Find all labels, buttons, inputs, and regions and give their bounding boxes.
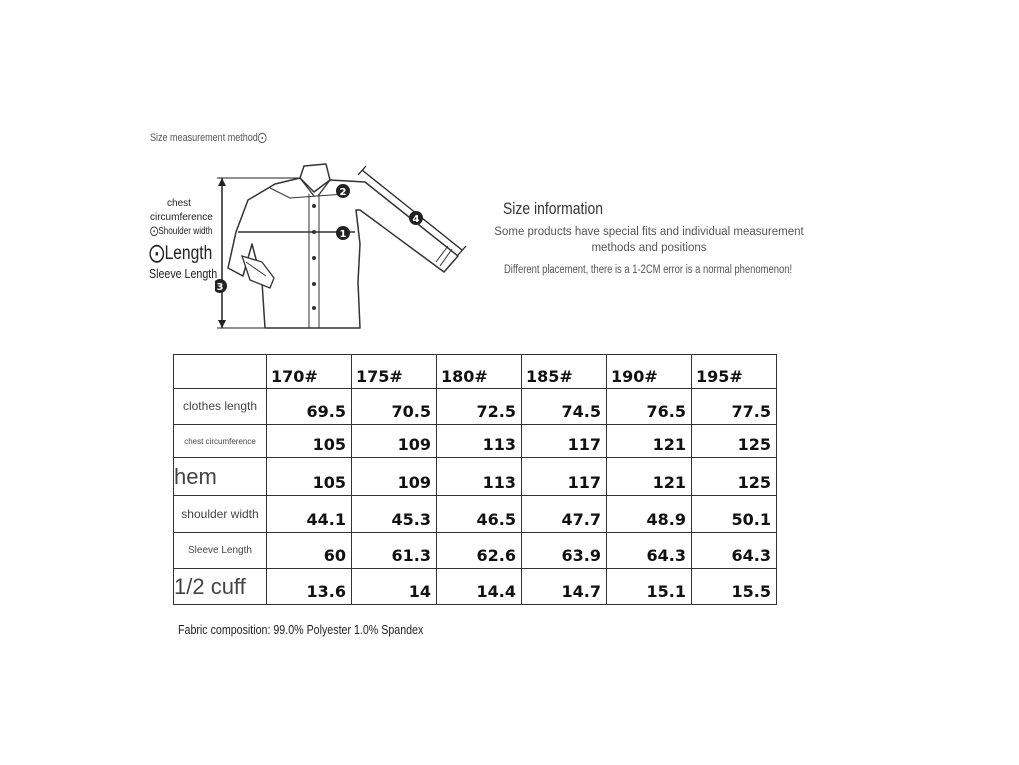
row-label: shoulder width [174, 496, 267, 533]
table-cell: 15.1 [607, 569, 692, 605]
table-cell: 113 [437, 425, 522, 458]
sleeve-length-label: Sleeve Length [149, 266, 218, 281]
fabric-composition: Fabric composition: 99.0% Polyester 1.0% Spandex [178, 622, 424, 637]
table-cell: 14 [352, 569, 437, 605]
table-cell: 69.5 [267, 389, 352, 425]
table-cell: 47.7 [522, 496, 607, 533]
marker-2 [336, 184, 350, 198]
shirt-diagram [215, 160, 470, 335]
table-cell: 15.5 [692, 569, 777, 605]
marker-1 [336, 226, 350, 240]
table-cell: 125 [692, 425, 777, 458]
table-cell: 64.3 [692, 533, 777, 569]
table-row [174, 533, 777, 569]
measurement-error-note: Different placement, there is a 1-2CM error is a normal phenomenon! [504, 264, 793, 276]
table-cell: 50.1 [692, 496, 777, 533]
size-chart-table [173, 354, 777, 605]
table-row [174, 458, 777, 496]
table-cell: 48.9 [607, 496, 692, 533]
size-header: 195# [692, 355, 777, 389]
table-cell: 109 [352, 425, 437, 458]
table-cell: 14.4 [437, 569, 522, 605]
table-cell: 72.5 [437, 389, 522, 425]
table-cell: 77.5 [692, 389, 777, 425]
size-information-description: Some products have special fits and individual measurement methods and positions [494, 226, 804, 254]
table-cell: 60 [267, 533, 352, 569]
table-row [174, 389, 777, 425]
measurement-method-title: Size measurement method⨀ [150, 132, 267, 144]
table-row [174, 425, 777, 458]
table-cell: 44.1 [267, 496, 352, 533]
row-label: clothes length [174, 389, 267, 425]
table-cell: 46.5 [437, 496, 522, 533]
table-cell: 45.3 [352, 496, 437, 533]
row-label: chest circumference [174, 425, 267, 458]
marker-3 [215, 279, 227, 293]
table-cell: 121 [607, 425, 692, 458]
table-cell: 63.9 [522, 533, 607, 569]
table-cell: 61.3 [352, 533, 437, 569]
svg-text:1: 1 [339, 229, 347, 240]
table-cell: 109 [352, 458, 437, 496]
marker-4 [409, 211, 423, 225]
size-header: 170# [267, 355, 352, 389]
size-header: 185# [522, 355, 607, 389]
size-header: 190# [607, 355, 692, 389]
table-cell: 117 [522, 425, 607, 458]
size-header: 175# [352, 355, 437, 389]
table-cell: 105 [267, 458, 352, 496]
table-cell: 64.3 [607, 533, 692, 569]
table-cell: 105 [267, 425, 352, 458]
table-cell: 113 [437, 458, 522, 496]
size-information-title: Size information [503, 199, 603, 218]
row-label: 1/2 cuff [174, 569, 267, 605]
table-cell: 125 [692, 458, 777, 496]
table-cell: 62.6 [437, 533, 522, 569]
row-label: hem [174, 458, 267, 496]
size-header-row [174, 355, 777, 389]
table-cell: 13.6 [267, 569, 352, 605]
table-row [174, 496, 777, 533]
svg-text:4: 4 [412, 214, 420, 225]
chest-circumference-label: chest circumference [150, 198, 213, 223]
table-cell: 74.5 [522, 389, 607, 425]
row-label: Sleeve Length [174, 533, 267, 569]
table-row [174, 569, 777, 605]
table-cell: 121 [607, 458, 692, 496]
size-header: 180# [437, 355, 522, 389]
table-cell: 76.5 [607, 389, 692, 425]
svg-text:3: 3 [216, 282, 224, 293]
table-cell: 14.7 [522, 569, 607, 605]
table-cell: 70.5 [352, 389, 437, 425]
corner-cell [174, 355, 267, 389]
length-label: ⨀Length [149, 243, 213, 264]
shoulder-width-label: ⨀Shoulder width [150, 226, 213, 237]
table-cell: 117 [522, 458, 607, 496]
svg-text:2: 2 [339, 187, 347, 198]
